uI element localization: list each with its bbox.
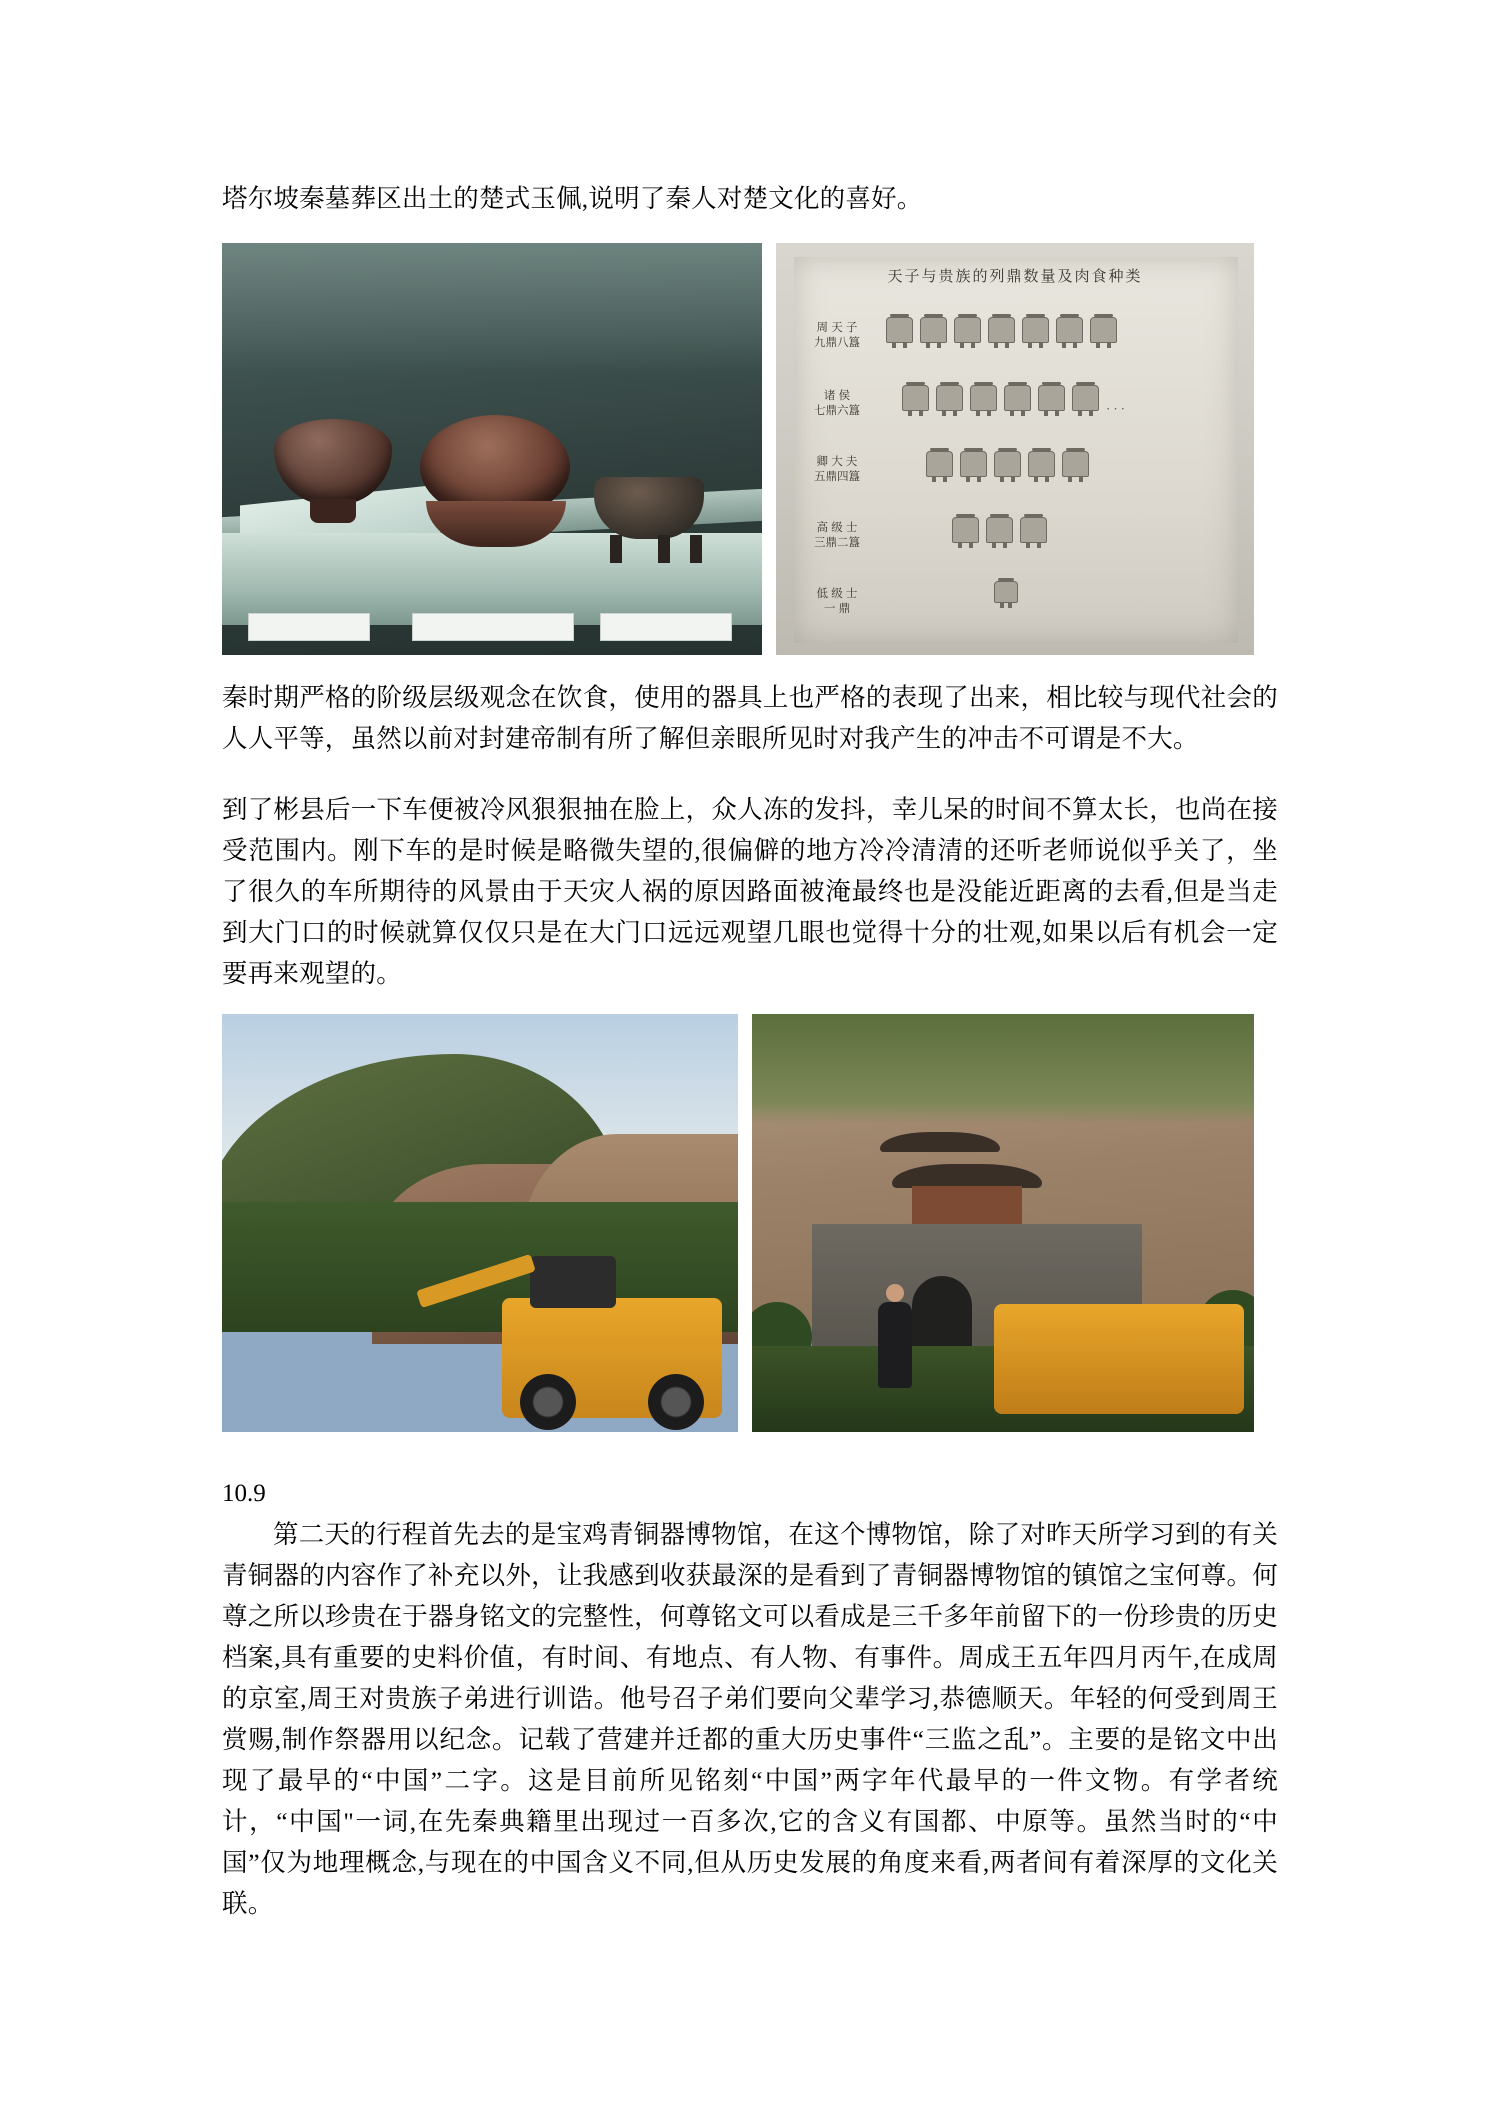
- diagram-ding-row-1: [886, 317, 1117, 343]
- ding-icon: [1056, 317, 1083, 343]
- figure-row-grotto: [222, 1014, 1278, 1432]
- ding-icon: [1038, 385, 1065, 411]
- ding-icon: [886, 317, 913, 343]
- museum-bronze-vessels-photo: [222, 243, 762, 655]
- date-heading: 10.9: [222, 1480, 266, 1507]
- count-text: 七鼎六簋: [814, 405, 860, 417]
- ding-icon: [936, 385, 963, 411]
- ding-icon: [954, 317, 981, 343]
- rank-text: 低 级 士: [816, 588, 858, 600]
- rank-text: 卿 大 夫: [816, 456, 858, 468]
- ding-icon: [1020, 517, 1047, 543]
- ding-icon: [994, 581, 1018, 603]
- excavator-cab: [530, 1256, 616, 1308]
- diagram-row-label-zhuhou: [810, 389, 864, 419]
- ding-icon: [994, 451, 1021, 477]
- exhibit-label-card: [248, 613, 370, 641]
- pavilion-roof: [892, 1164, 1042, 1188]
- grotto-gate-closeup-photo: [752, 1014, 1254, 1432]
- bronze-ding-leg: [610, 535, 622, 563]
- ding-icon: [986, 517, 1013, 543]
- rank-text: 诸 侯: [823, 390, 851, 402]
- rank-text: 周 天 子: [816, 322, 858, 334]
- ding-icon: [1022, 317, 1049, 343]
- paragraph-binxian-trip: 到了彬县后一下车便被冷风狠狠抽在脸上，众人冻的发抖，幸儿呆的时间不算太长，也尚在接受范围内。刚下车的是时候是略微失望的,很偏僻的地方冷冷清清的还听老师说似乎关了，坐了很久的车所期待的风景由于天灾人祸的原因路面被淹最终也是没能近距离的去看,但是当走到大门口的时候就算仅仅只是在大门口远远观望几眼也觉得十分的壮观,如果以后有机会一定要再来观望的。: [222, 795, 1278, 988]
- person-standing: [878, 1302, 912, 1388]
- loader-vehicle: [994, 1304, 1244, 1414]
- count-text: 九鼎八簋: [814, 337, 860, 349]
- bronze-ding-leg: [690, 535, 702, 563]
- diagram-ding-row-3: [926, 451, 1089, 477]
- excavator-wheel: [648, 1374, 704, 1430]
- ding-icon: [970, 385, 997, 411]
- ding-icon: [1028, 451, 1055, 477]
- ding-icon: [1004, 385, 1031, 411]
- grotto-hillside-panorama-photo: [222, 1014, 738, 1432]
- ding-icon: [920, 317, 947, 343]
- ding-icon: [926, 451, 953, 477]
- bronze-gui-foot: [310, 499, 356, 523]
- diagram-row-label-dafu: [810, 455, 864, 485]
- excavator-vehicle: [502, 1298, 722, 1418]
- case-lighting: [222, 243, 762, 373]
- paragraph-baoji-bronze-museum: 第二天的行程首先去的是宝鸡青铜器博物馆，在这个博物馆，除了对昨天所学习到的有关青铜器的内容作了补充以外，让我感到收获最深的是看到了青铜器博物馆的镇馆之宝何尊。何尊之所以珍贵在于器身铭文的完整性，何尊铭文可以看成是三千多年前留下的一份珍贵的历史档案,具有重要的史料价值，有时间、有地点、有人物、有事件。周成王五年四月丙午,在成周的京室,周王对贵族子弟进行训诰。他号召子弟们要向父辈学习,恭德顺天。年轻的何受到周王赏赐,制作祭器用以纪念。记载了营建并迁都的重大历史事件“三监之乱”。主要的是铭文中出现了最早的“中国”二字。这是目前所见铭刻“中国”两字年代最早的一件文物。有学者统计，“中国"一词,在先秦典籍里出现过一百多次,它的含义有国都、中原等。虽然当时的“中国”仅为地理概念,与现在的中国含义不同,但从历史发展的角度来看,两者间有着深厚的文化关联。: [222, 1520, 1278, 1918]
- ding-hierarchy-diagram-photo: [776, 243, 1254, 655]
- diagram-row-label-dijishi: [810, 587, 864, 617]
- hilltop-vegetation: [752, 1014, 1254, 1124]
- count-text: 五鼎四簋: [814, 471, 860, 483]
- diagram-ellipsis: ···: [1106, 401, 1128, 416]
- diagram-ding-row-4: [952, 517, 1047, 543]
- diagram-ding-row-5: [994, 581, 1018, 603]
- diagram-title: 天子与贵族的列鼎数量及肉食种类: [887, 268, 1143, 285]
- ding-icon: [960, 451, 987, 477]
- figure-row-museum: [222, 243, 1278, 655]
- bronze-ding-vessel: [594, 477, 704, 539]
- exhibit-label-card: [600, 613, 732, 641]
- paragraph-qin-hierarchy: 秦时期严格的阶级层级观念在饮食，使用的器具上也严格的表现了出来，相比较与现代社会的人人平等，虽然以前对封建帝制有所了解但亲眼所见时对我产生的冲击不可谓是不大。: [222, 683, 1278, 753]
- ding-icon: [952, 517, 979, 543]
- diagram-row-label-gaojishi: [810, 521, 864, 551]
- rank-text: 高 级 士: [816, 522, 858, 534]
- pavilion-upper-roof: [880, 1132, 1000, 1152]
- ding-icon: [902, 385, 929, 411]
- ding-icon: [988, 317, 1015, 343]
- excavator-wheel: [520, 1374, 576, 1430]
- ding-icon: [1090, 317, 1117, 343]
- count-text: 三鼎二簋: [814, 537, 860, 549]
- ding-icon: [1062, 451, 1089, 477]
- paragraph-jade-pendant: 塔尔坡秦墓葬区出土的楚式玉佩,说明了秦人对楚文化的喜好。: [222, 184, 923, 213]
- diagram-ding-row-2: [902, 385, 1099, 411]
- count-text: 一 鼎: [823, 603, 851, 615]
- diagram-row-label-tianzi: [810, 321, 864, 351]
- ding-icon: [1072, 385, 1099, 411]
- exhibit-label-card: [412, 613, 574, 641]
- person-head: [886, 1284, 904, 1302]
- bronze-ding-leg: [658, 535, 670, 563]
